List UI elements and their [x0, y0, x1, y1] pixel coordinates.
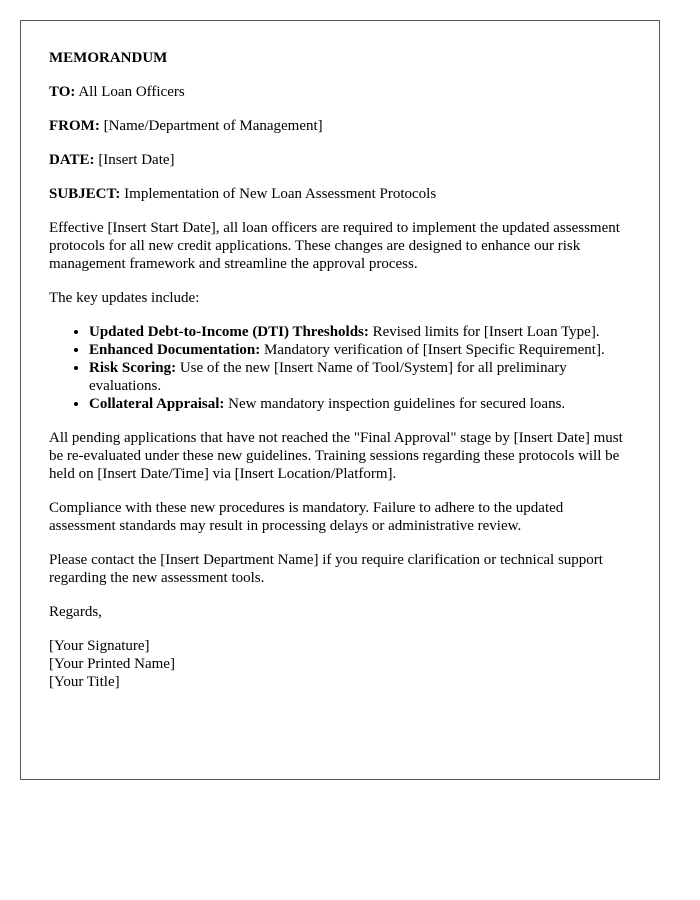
pending-paragraph: All pending applications that have not reached the "Final Approval" stage by [Insert Date] must be re-evaluated under these new guidelines. Training sessions regarding these protocols will be held on [Insert Date/Time] via [Insert Location/Platform].	[49, 430, 623, 482]
date-value: [Insert Date]	[98, 152, 175, 168]
closing: Regards,	[49, 604, 102, 620]
list-item-text: Revised limits for [Insert Loan Type].	[372, 324, 600, 340]
date-line	[49, 151, 631, 169]
memo-document	[20, 20, 660, 780]
title-line: [Your Title]	[49, 674, 120, 690]
from-label: FROM:	[49, 118, 100, 134]
to-line	[49, 83, 631, 101]
subject-value: Implementation of New Loan Assessment Protocols	[124, 186, 437, 202]
contact-paragraph: Please contact the [Insert Department Name] if you require clarification or technical support regarding the new assessment tools.	[49, 552, 603, 586]
list-item-text: Mandatory verification of [Insert Specific Requirement].	[264, 342, 605, 358]
updates-lead: The key updates include:	[49, 290, 200, 306]
subject-line	[49, 185, 631, 203]
memo-heading: MEMORANDUM	[49, 50, 168, 66]
list-item-title: Risk Scoring:	[89, 360, 177, 376]
list-item-text: Use of the new [Insert Name of Tool/System] for all preliminary evaluations.	[89, 360, 567, 394]
printed-name-line: [Your Printed Name]	[49, 656, 175, 672]
list-item	[89, 341, 631, 359]
compliance-paragraph: Compliance with these new procedures is mandatory. Failure to adhere to the updated assessment standards may result in processing delays or administrative review.	[49, 500, 564, 534]
intro-paragraph: Effective [Insert Start Date], all loan officers are required to implement the updated assessment protocols for all new credit applications. These changes are designed to enhance our risk management framework and streamline the approval process.	[49, 220, 620, 272]
list-item-title: Updated Debt-to-Income (DTI) Thresholds:	[89, 324, 369, 340]
signature-line: [Your Signature]	[49, 638, 150, 654]
key-updates-list	[49, 323, 631, 413]
list-item	[89, 359, 631, 395]
to-value: All Loan Officers	[78, 84, 185, 100]
signature-block	[49, 637, 631, 691]
from-value: [Name/Department of Management]	[103, 118, 323, 134]
list-item-text: New mandatory inspection guidelines for secured loans.	[228, 396, 566, 412]
to-label: TO:	[49, 84, 76, 100]
from-line	[49, 117, 631, 135]
subject-label: SUBJECT:	[49, 186, 121, 202]
list-item-title: Enhanced Documentation:	[89, 342, 261, 358]
list-item-title: Collateral Appraisal:	[89, 396, 225, 412]
list-item	[89, 323, 631, 341]
list-item	[89, 395, 631, 413]
date-label: DATE:	[49, 152, 95, 168]
